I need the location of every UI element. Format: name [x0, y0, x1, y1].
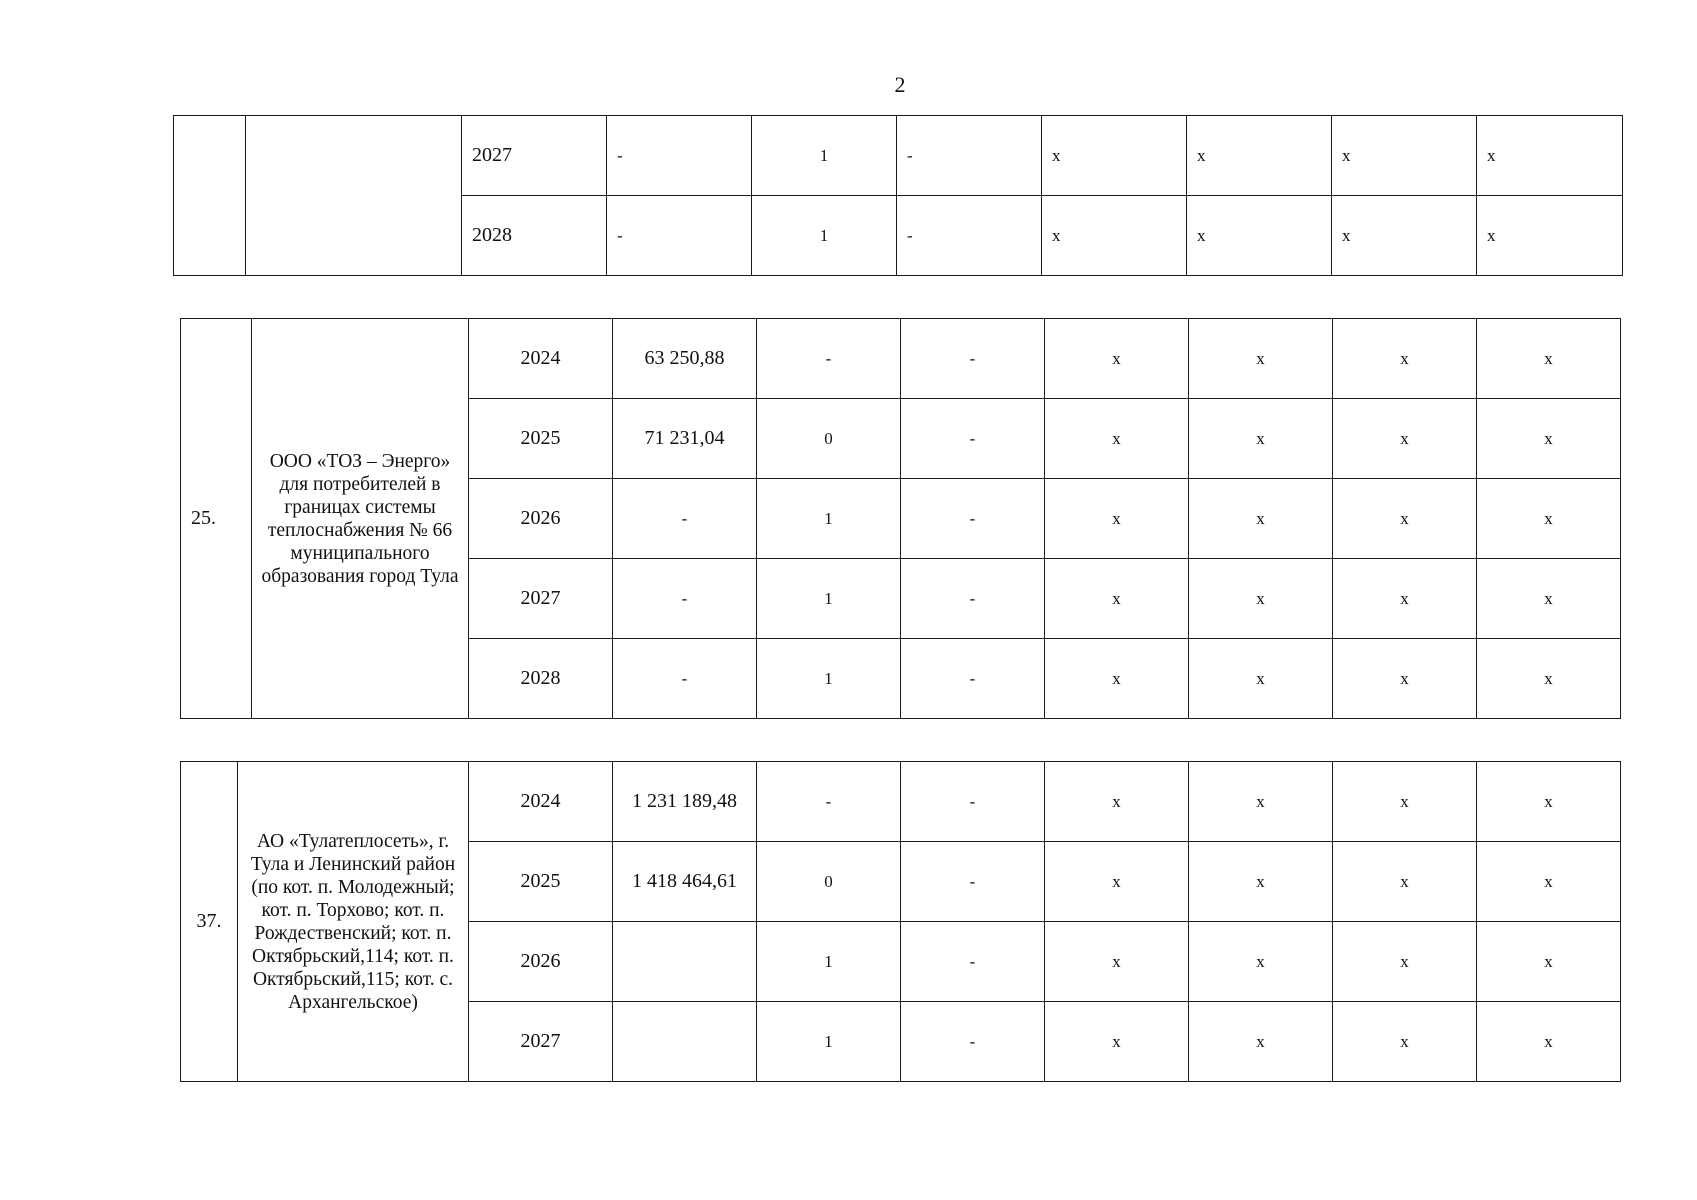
value-cell-3: - [901, 762, 1045, 842]
value-cell-2: 1 [757, 639, 901, 719]
value-cell-5: x [1189, 842, 1333, 922]
continuation-table [173, 115, 1623, 276]
value-cell-7: x [1477, 319, 1621, 399]
value-cell-1 [613, 1002, 757, 1082]
value-cell-2: 1 [757, 479, 901, 559]
value-cell-7: x [1477, 196, 1623, 276]
row-number-cell [174, 116, 246, 276]
value-cell-6: x [1333, 1002, 1477, 1082]
value-cell-1: 71 231,04 [613, 399, 757, 479]
value-cell-5: x [1189, 319, 1333, 399]
value-cell-1: - [607, 196, 752, 276]
value-cell-6: x [1333, 479, 1477, 559]
value-cell-3: - [901, 842, 1045, 922]
value-cell-5: x [1189, 479, 1333, 559]
value-cell-4: x [1045, 1002, 1189, 1082]
row-number-cell: 25. [181, 319, 252, 719]
table-row [174, 116, 1623, 196]
value-cell-1: - [613, 559, 757, 639]
organization-cell: ООО «ТОЗ – Энерго» для потребителей в границах системы теплоснабжения № 66 муниципального образования город Тула [252, 319, 469, 719]
value-cell-7: x [1477, 479, 1621, 559]
table-row [181, 762, 1621, 842]
value-cell-2: - [757, 762, 901, 842]
organization-cell [246, 116, 462, 276]
value-cell-5: x [1189, 399, 1333, 479]
value-cell-3: - [897, 116, 1042, 196]
value-cell-7: x [1477, 116, 1623, 196]
value-cell-7: x [1477, 762, 1621, 842]
value-cell-1 [613, 922, 757, 1002]
value-cell-3: - [901, 922, 1045, 1002]
value-cell-4: x [1045, 479, 1189, 559]
value-cell-2: - [757, 319, 901, 399]
value-cell-1: - [613, 639, 757, 719]
value-cell-5: x [1189, 559, 1333, 639]
value-cell-7: x [1477, 842, 1621, 922]
year-cell: 2028 [462, 196, 607, 276]
value-cell-1: 63 250,88 [613, 319, 757, 399]
year-cell: 2024 [469, 319, 613, 399]
entry-table-25 [180, 318, 1621, 719]
year-cell: 2027 [462, 116, 607, 196]
value-cell-6: x [1333, 762, 1477, 842]
value-cell-3: - [901, 1002, 1045, 1082]
year-cell: 2026 [469, 479, 613, 559]
year-cell: 2024 [469, 762, 613, 842]
value-cell-2: 1 [752, 196, 897, 276]
year-cell: 2027 [469, 559, 613, 639]
value-cell-6: x [1333, 842, 1477, 922]
value-cell-7: x [1477, 1002, 1621, 1082]
year-cell: 2027 [469, 1002, 613, 1082]
entry-table-37 [180, 761, 1621, 1082]
value-cell-5: x [1187, 196, 1332, 276]
value-cell-7: x [1477, 922, 1621, 1002]
value-cell-5: x [1189, 1002, 1333, 1082]
value-cell-2: 1 [757, 1002, 901, 1082]
value-cell-4: x [1045, 762, 1189, 842]
value-cell-5: x [1189, 922, 1333, 1002]
value-cell-3: - [901, 399, 1045, 479]
value-cell-2: 0 [757, 842, 901, 922]
value-cell-1: 1 231 189,48 [613, 762, 757, 842]
value-cell-5: x [1187, 116, 1332, 196]
organization-cell: АО «Тулатеплосеть», г. Тула и Ленинский район (по кот. п. Молодежный; кот. п. Торхово; кот. п. Рождественский; кот. п. Октябрьский,114; кот. п. Октябрьский,115; кот. с. Архангельское) [238, 762, 469, 1082]
value-cell-6: x [1333, 559, 1477, 639]
value-cell-1: 1 418 464,61 [613, 842, 757, 922]
value-cell-6: x [1333, 319, 1477, 399]
value-cell-2: 1 [757, 559, 901, 639]
year-cell: 2025 [469, 842, 613, 922]
value-cell-4: x [1045, 399, 1189, 479]
year-cell: 2025 [469, 399, 613, 479]
value-cell-3: - [901, 559, 1045, 639]
page-number: 2 [894, 72, 906, 97]
value-cell-4: x [1045, 559, 1189, 639]
value-cell-1: - [607, 116, 752, 196]
value-cell-2: 1 [757, 922, 901, 1002]
value-cell-7: x [1477, 399, 1621, 479]
value-cell-3: - [901, 479, 1045, 559]
value-cell-4: x [1042, 116, 1187, 196]
value-cell-4: x [1045, 842, 1189, 922]
value-cell-3: - [897, 196, 1042, 276]
table-row [181, 319, 1621, 399]
value-cell-6: x [1333, 399, 1477, 479]
value-cell-4: x [1045, 922, 1189, 1002]
value-cell-7: x [1477, 559, 1621, 639]
value-cell-5: x [1189, 762, 1333, 842]
value-cell-1: - [613, 479, 757, 559]
value-cell-3: - [901, 639, 1045, 719]
value-cell-6: x [1332, 196, 1477, 276]
value-cell-3: - [901, 319, 1045, 399]
row-number-cell: 37. [181, 762, 238, 1082]
value-cell-4: x [1045, 319, 1189, 399]
value-cell-2: 0 [757, 399, 901, 479]
value-cell-4: x [1042, 196, 1187, 276]
value-cell-5: x [1189, 639, 1333, 719]
value-cell-6: x [1332, 116, 1477, 196]
value-cell-4: x [1045, 639, 1189, 719]
value-cell-6: x [1333, 639, 1477, 719]
value-cell-6: x [1333, 922, 1477, 1002]
year-cell: 2028 [469, 639, 613, 719]
value-cell-2: 1 [752, 116, 897, 196]
value-cell-7: x [1477, 639, 1621, 719]
year-cell: 2026 [469, 922, 613, 1002]
